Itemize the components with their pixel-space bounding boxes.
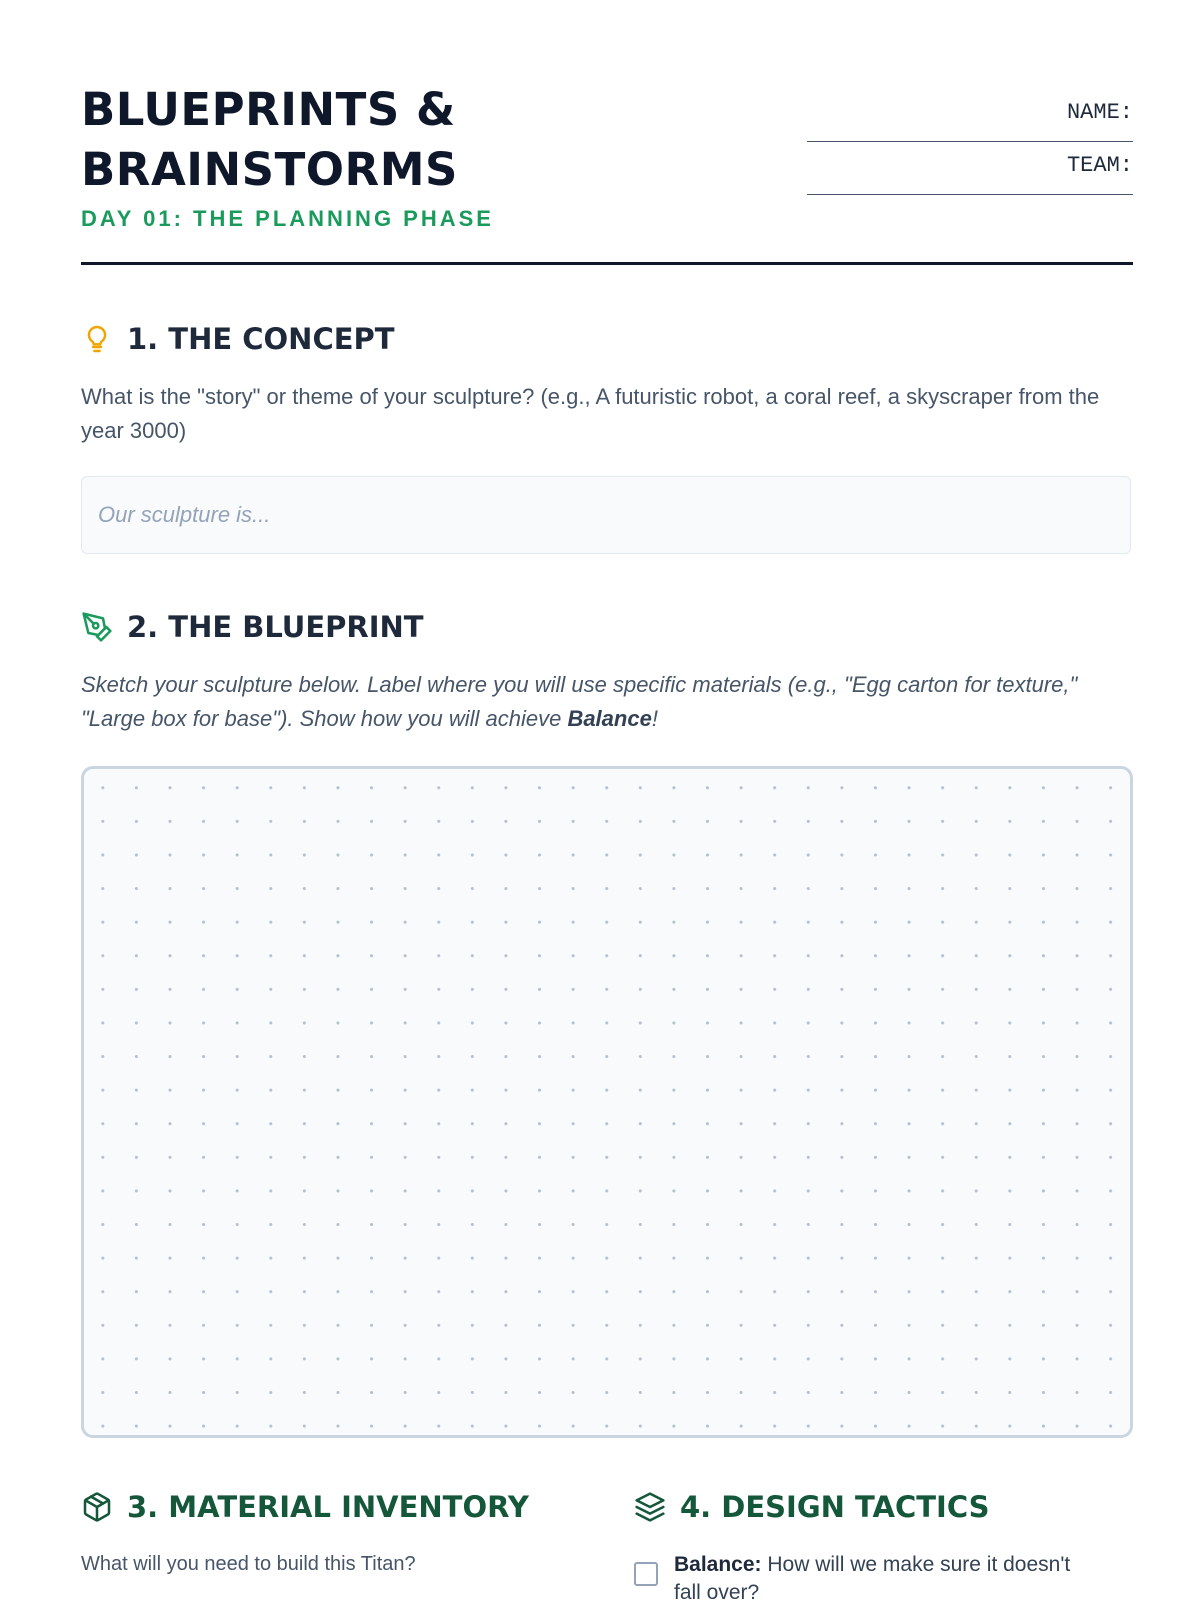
blueprint-description-end: ! [651,706,658,731]
blueprint-heading [81,610,424,644]
concept-heading-text: 1. THE CONCEPT [127,322,395,356]
header [81,80,1133,232]
header-divider [81,262,1133,265]
inventory-heading [81,1490,529,1524]
tactic-item-text: How will we make sure it doesn't fall over? [674,1553,1071,1604]
pen-tool-icon [81,611,113,643]
tactics-heading-text: 4. DESIGN TACTICS [680,1490,990,1524]
inventory-description: What will you need to build this Titan? [81,1553,416,1575]
concept-description: What is the "story" or theme of your sculpture? (e.g., A futuristic robot, a coral reef, a skyscraper from the year 3000) [81,384,1100,443]
name-label: NAME: [1066,100,1133,125]
tactics-heading [634,1490,990,1524]
layers-icon [634,1491,666,1523]
balance-checkbox[interactable] [634,1562,658,1586]
team-label: TEAM: [1066,153,1133,178]
balance-emphasis: Balance [567,706,652,731]
blueprint-heading-text: 2. THE BLUEPRINT [127,610,424,644]
concept-answer-placeholder: Our sculpture is... [98,502,271,527]
student-fields [807,100,1133,206]
name-field[interactable] [807,141,1133,142]
page-subtitle: DAY 01: THE PLANNING PHASE [81,206,494,231]
team-field[interactable] [807,194,1133,195]
title-line-2: BRAINSTORMS [81,143,458,196]
box-icon [81,1491,113,1523]
concept-heading [81,322,395,356]
page-title [81,80,681,200]
blueprint-description-text: Sketch your sculpture below. Label where you will use specific materials (e.g., "Egg carton for texture," "Large box for base"). Show how you will achieve [81,672,1078,731]
tactic-item-balance [674,1551,1094,1607]
lightbulb-icon [81,323,113,355]
sketch-area[interactable] [81,766,1133,1438]
title-line-1: BLUEPRINTS & [81,83,456,136]
blueprint-description [81,668,1081,736]
tactic-item-label: Balance: [674,1553,762,1576]
concept-answer-input[interactable] [81,476,1131,554]
inventory-heading-text: 3. MATERIAL INVENTORY [127,1490,529,1524]
